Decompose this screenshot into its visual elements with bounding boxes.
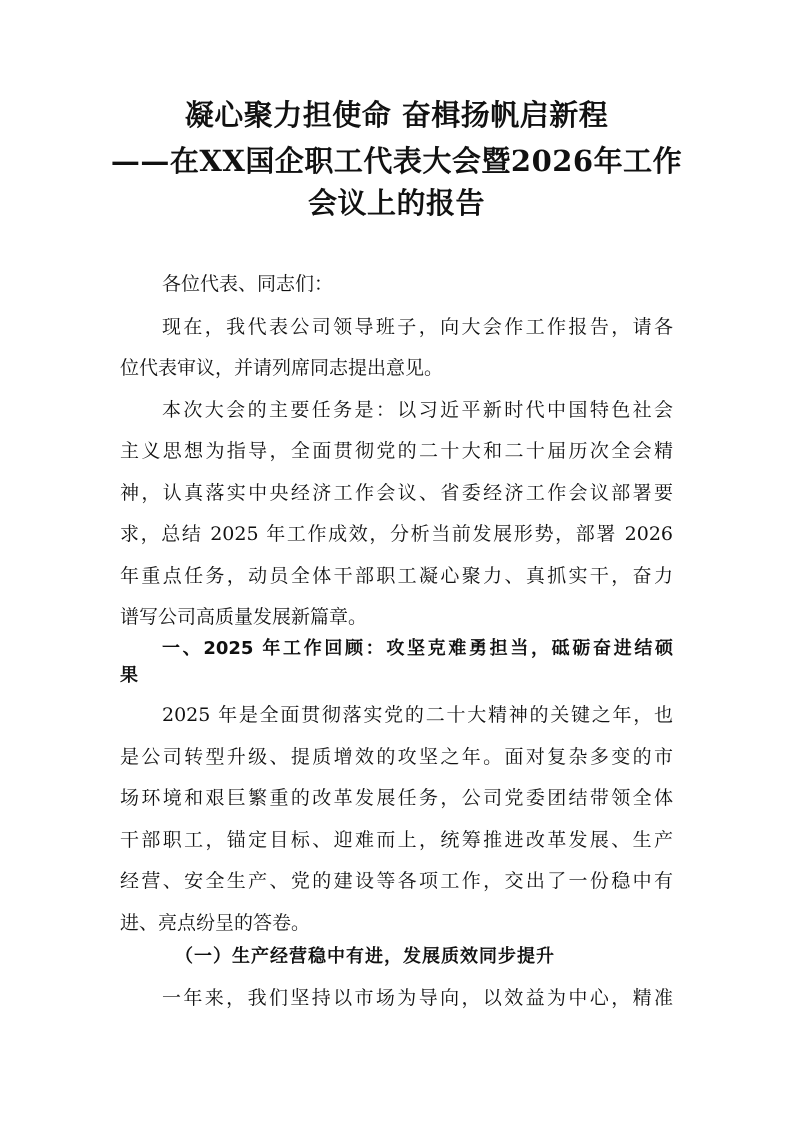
paragraph-2-line-5: 年重点任务，动员全体干部职工凝心聚力、真抓实干，奋力 [120,565,673,587]
paragraph-2-line-6: 谱写公司高质量发展新篇章。 [120,606,368,628]
paragraph-2-line-3: 神，认真落实中央经济工作会议、省委经济工作会议部署要 [120,482,673,504]
paragraph-3-line-2: 是公司转型升级、提质增效的攻坚之年。面对复杂多变的市 [120,746,673,768]
paragraph-2-line-4: 求，总结 2025 年工作成效，分析当前发展形势，部署 2026 [120,523,673,545]
paragraph-3-line-6: 进、亮点纷呈的答卷。 [120,912,311,934]
document-title-line-2: ——在XX国企职工代表大会暨2026年工作 [110,144,683,178]
paragraph-1-line-1: 现在，我代表公司领导班子，向大会作工作报告，请各 [162,316,673,338]
section-heading-line-2: 果 [120,665,138,686]
paragraph-3-line-3: 场环境和艰巨繁重的改革发展任务，公司党委团结带领全体 [120,787,673,809]
paragraph-3-line-4: 干部职工，锚定目标、迎难而上，统筹推进改革发展、生产 [120,829,673,851]
subsection-heading: （一）生产经营稳中有进，发展质效同步提升 [175,946,555,967]
section-heading-line-1: 一、2025 年工作回顾：攻坚克难勇担当，砥砺奋进结硕 [162,638,673,659]
document-title-line-1: 凝心聚力担使命 奋楫扬帆启新程 [184,98,609,132]
paragraph-2-line-1: 本次大会的主要任务是：以习近平新时代中国特色社会 [162,399,673,421]
paragraph-4-line-1: 一年来，我们坚持以市场为导向，以效益为中心，精准 [162,987,673,1009]
document-title-line-3: 会议上的报告 [307,186,485,220]
paragraph-2-line-2: 主义思想为指导，全面贯彻党的二十大和二十届历次全会精 [120,440,673,462]
paragraph-3-line-5: 经营、安全生产、党的建设等各项工作，交出了一份稳中有 [120,870,673,892]
paragraph-1-line-2: 位代表审议，并请列席同志提出意见。 [120,357,444,379]
salutation: 各位代表、同志们： [162,273,334,295]
paragraph-3-line-1: 2025 年是全面贯彻落实党的二十大精神的关键之年，也 [162,704,673,726]
